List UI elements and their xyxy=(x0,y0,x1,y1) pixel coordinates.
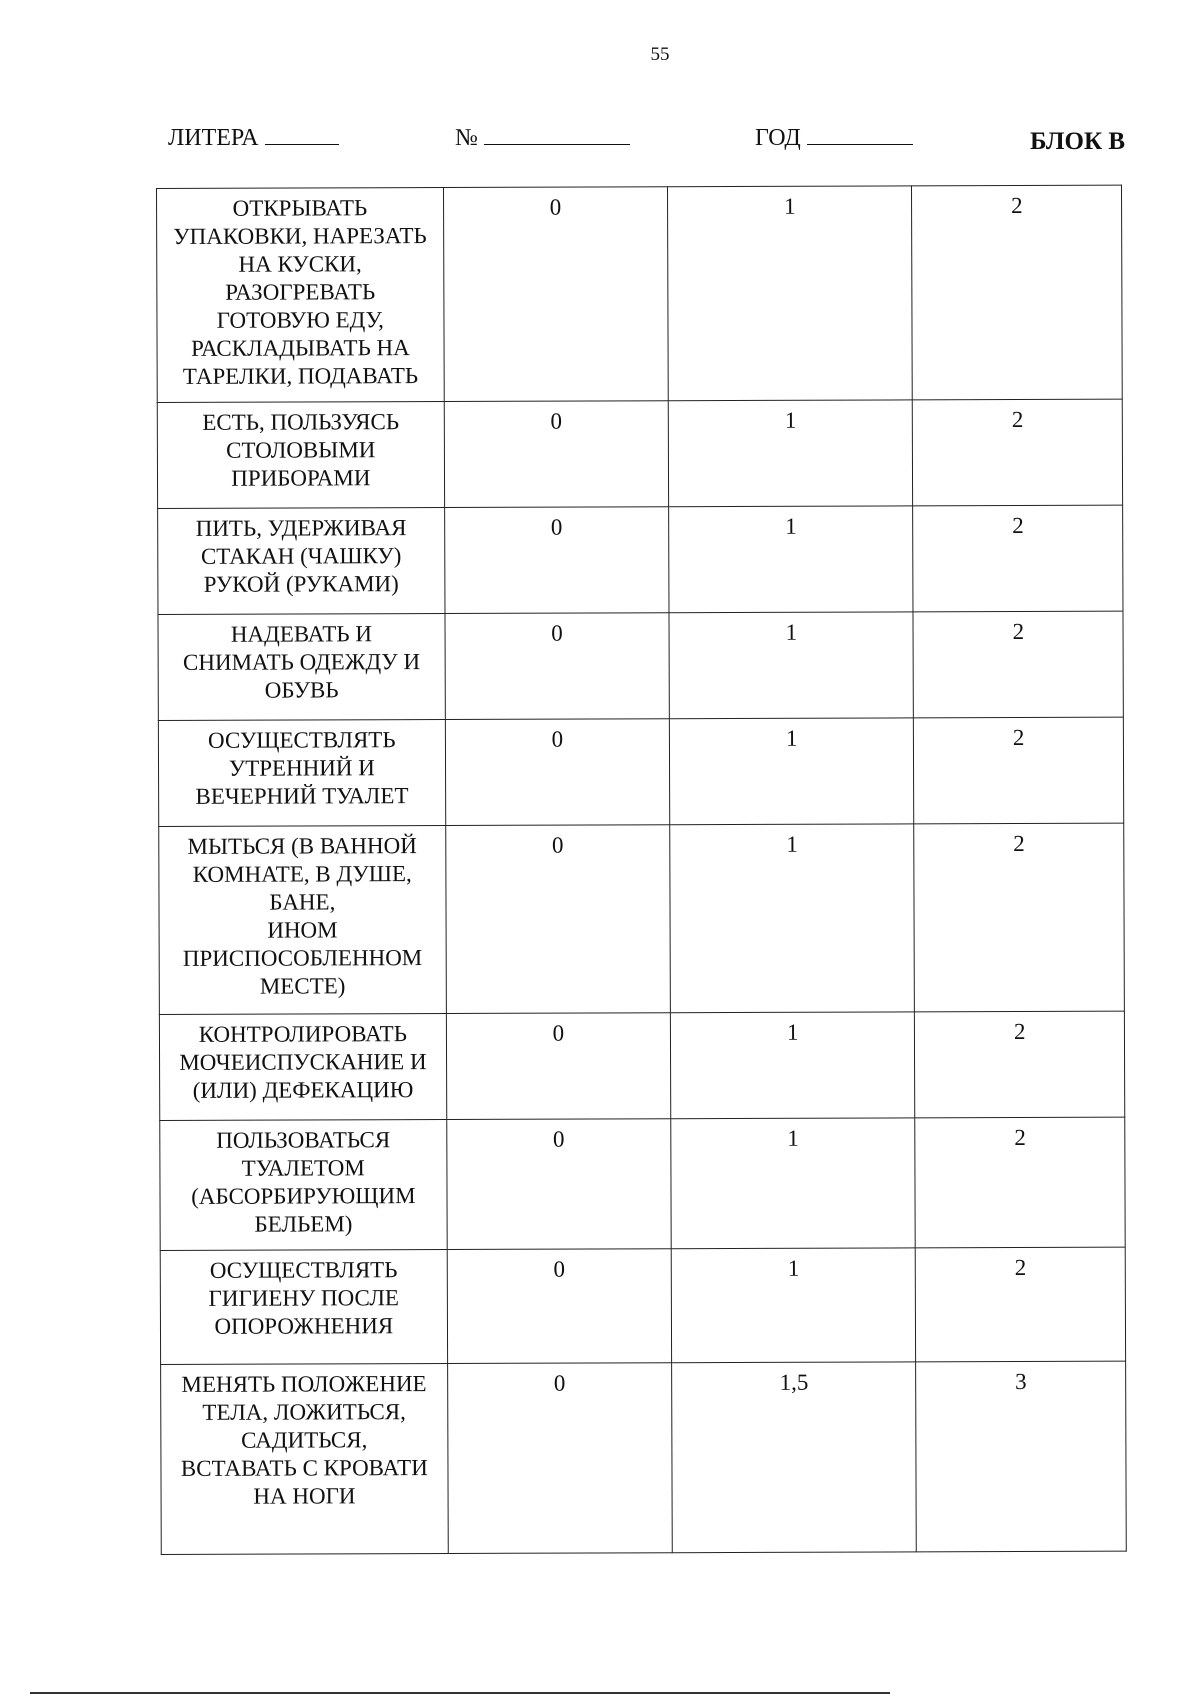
score-cell: 0 xyxy=(447,1249,672,1364)
table-row xyxy=(157,185,1123,402)
table-row xyxy=(160,1247,1125,1364)
activity-label-line: МЕСТЕ) xyxy=(259,973,346,999)
activity-label-line: СНИМАТЬ ОДЕЖДУ И xyxy=(182,649,421,675)
activity-label-line: МЫТЬСЯ (В ВАННОЙ xyxy=(187,833,417,859)
table-row xyxy=(160,1117,1125,1250)
activity-label-cell xyxy=(158,719,445,826)
activity-label-line: БАНЕ, xyxy=(269,889,336,915)
activity-label-line: ПИТЬ, УДЕРЖИВАЯ xyxy=(195,515,407,541)
score-cell: 0 xyxy=(446,1013,671,1120)
score-cell: 1 xyxy=(668,186,913,401)
activity-label-cell xyxy=(158,507,445,614)
activity-label-line: БЕЛЬЕМ) xyxy=(254,1211,353,1237)
table-row xyxy=(158,611,1123,720)
activity-label-line: НАДЕВАТЬ И xyxy=(230,621,372,647)
score-cell: 0 xyxy=(445,613,670,720)
activity-label-line: ИНОМ xyxy=(267,917,338,943)
score-cell: 1 xyxy=(670,824,915,1013)
table-row xyxy=(159,1011,1124,1120)
activity-label-cell xyxy=(159,1013,446,1120)
score-cell: 1 xyxy=(671,1248,916,1363)
score-cell: 0 xyxy=(444,401,669,508)
activity-label-line: ВСТАВАТЬ С КРОВАТИ xyxy=(180,1455,428,1481)
activity-label-line: ТАРЕЛКИ, ПОДАВАТЬ xyxy=(182,363,419,389)
score-cell: 1,5 xyxy=(672,1362,917,1553)
assessment-table xyxy=(156,185,1127,1555)
score-cell: 2 xyxy=(913,399,1123,506)
activity-label-line: (ИЛИ) ДЕФЕКАЦИЮ xyxy=(192,1077,414,1103)
table-row xyxy=(159,823,1125,1014)
activity-label-line: СТАКАН (ЧАШКУ) xyxy=(200,543,402,569)
activity-label-line: ПРИСПОСОБЛЕННОМ xyxy=(182,945,423,971)
score-cell: 0 xyxy=(445,825,670,1014)
activity-label-line: РУКОЙ (РУКАМИ) xyxy=(203,571,399,597)
activity-label-line: ПРИБОРАМИ xyxy=(231,465,371,491)
score-cell: 2 xyxy=(916,1247,1126,1362)
score-cell: 0 xyxy=(446,1119,671,1250)
score-cell: 0 xyxy=(443,187,668,402)
activity-label-line: КОНТРОЛИРОВАТЬ xyxy=(198,1021,407,1047)
score-cell: 1 xyxy=(669,506,914,613)
activity-label-cell xyxy=(157,401,444,508)
activity-label-line: ПОЛЬЗОВАТЬСЯ xyxy=(216,1127,391,1153)
litera-blank-line xyxy=(265,124,339,145)
number-blank-line xyxy=(484,124,630,145)
activity-label-cell xyxy=(159,825,446,1014)
year-field xyxy=(755,124,913,152)
score-cell: 1 xyxy=(669,612,914,719)
score-cell: 0 xyxy=(447,1363,672,1554)
activity-label-line: КОМНАТЕ, В ДУШЕ, xyxy=(192,861,412,887)
activity-label-line: РАСКЛАДЫВАТЬ НА xyxy=(191,335,410,361)
activity-label-line: ТУАЛЕТОМ xyxy=(241,1155,365,1181)
litera-label: ЛИТЕРА xyxy=(168,125,259,151)
activity-label-line: САДИТЬСЯ, xyxy=(241,1427,368,1453)
number-field xyxy=(455,124,630,152)
score-cell: 1 xyxy=(670,1012,915,1119)
block-label: БЛОК В xyxy=(1030,128,1126,155)
number-label: № xyxy=(455,125,478,151)
activity-label-cell xyxy=(158,613,445,720)
score-cell: 2 xyxy=(912,185,1122,400)
table-row xyxy=(161,1361,1127,1554)
score-cell: 0 xyxy=(444,507,669,614)
score-cell: 1 xyxy=(668,400,913,507)
table-row xyxy=(157,399,1122,508)
activity-label-line: ОТКРЫВАТЬ xyxy=(232,195,368,221)
score-cell: 2 xyxy=(914,823,1124,1012)
activity-label-cell xyxy=(161,1363,448,1554)
activity-label-line: ОБУВЬ xyxy=(264,677,339,703)
activity-label-line: ГОТОВУЮ ЕДУ, xyxy=(216,307,384,333)
activity-label-line: НА НОГИ xyxy=(253,1483,356,1509)
activity-label-line: ГИГИЕНУ ПОСЛЕ xyxy=(208,1285,399,1311)
bottom-rule xyxy=(30,1692,890,1694)
litera-field xyxy=(168,124,339,152)
table-row xyxy=(158,717,1123,826)
activity-label-line: ТЕЛА, ЛОЖИТЬСЯ, xyxy=(202,1399,406,1425)
activity-label-line: ВЕЧЕРНИЙ ТУАЛЕТ xyxy=(195,783,409,809)
activity-label-line: УТРЕННИЙ И xyxy=(228,755,375,781)
activity-label-line: ЕСТЬ, ПОЛЬЗУЯСЬ xyxy=(202,409,400,435)
activity-label-line: МЕНЯТЬ ПОЛОЖЕНИЕ xyxy=(181,1371,427,1397)
activity-label-line: ОПОРОЖНЕНИЯ xyxy=(214,1313,394,1339)
year-label: ГОД xyxy=(755,125,801,151)
activity-label-line: ОСУЩЕСТВЛЯТЬ xyxy=(209,1257,398,1283)
score-cell: 3 xyxy=(916,1361,1126,1552)
activity-label-line: СТОЛОВЫМИ xyxy=(226,437,376,463)
activity-label-line: РАЗОГРЕВАТЬ xyxy=(225,279,376,305)
activity-label-line: МОЧЕИСПУСКАНИЕ И xyxy=(179,1049,427,1075)
score-cell: 2 xyxy=(913,611,1123,718)
score-cell: 2 xyxy=(913,505,1123,612)
activity-label-line: (АБСОРБИРУЮЩИМ xyxy=(191,1183,416,1209)
year-blank-line xyxy=(807,124,913,145)
score-cell: 0 xyxy=(445,719,670,826)
activity-label-cell xyxy=(160,1119,447,1250)
table-row xyxy=(158,505,1123,614)
activity-label-cell xyxy=(160,1249,447,1364)
activity-label-line: УПАКОВКИ, НАРЕЗАТЬ xyxy=(173,223,427,249)
activity-label-line: НА КУСКИ, xyxy=(238,251,362,277)
assessment-table-body xyxy=(157,185,1127,1554)
score-cell: 2 xyxy=(915,1117,1125,1248)
activity-label-line: ОСУЩЕСТВЛЯТЬ xyxy=(207,727,396,753)
activity-label-cell xyxy=(157,187,444,402)
score-cell: 2 xyxy=(914,717,1124,824)
score-cell: 1 xyxy=(671,1118,916,1249)
page-number: 55 xyxy=(650,44,670,65)
score-cell: 2 xyxy=(915,1011,1125,1118)
score-cell: 1 xyxy=(669,718,914,825)
